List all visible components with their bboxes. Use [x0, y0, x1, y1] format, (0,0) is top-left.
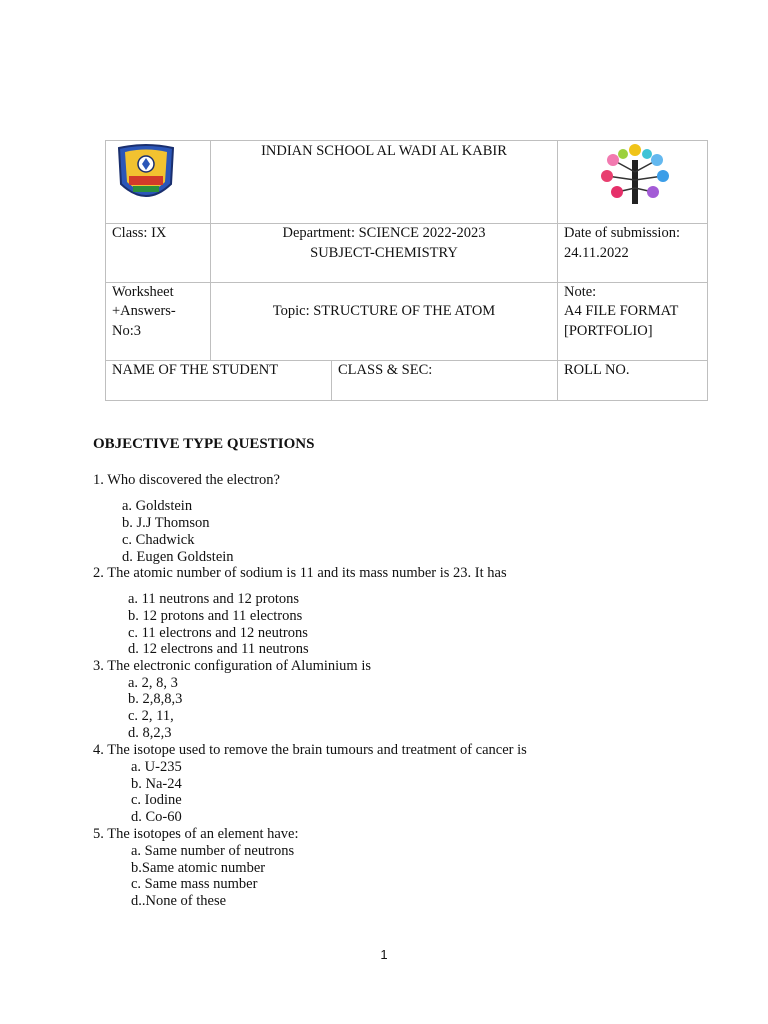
option-item: c. Chadwick [122, 532, 195, 548]
subject-line: SUBJECT-CHEMISTRY [310, 245, 458, 261]
class-label: Class: IX [112, 225, 167, 241]
option-item: a. 11 neutrons and 12 protons [128, 591, 300, 607]
option-item: a. U-235 [131, 759, 182, 775]
option-item: c. Iodine [131, 792, 182, 808]
page-number: 1 [380, 947, 388, 962]
worksheet-label: Worksheet [112, 284, 174, 300]
note-label: Note: [564, 284, 597, 300]
option-item: a. 2, 8, 3 [128, 675, 178, 691]
department-line: Department: SCIENCE 2022-2023 [282, 225, 486, 241]
option-item: d. 8,2,3 [128, 725, 172, 741]
worksheet-number: No:3 [112, 323, 141, 339]
school-name: INDIAN SCHOOL AL WADI AL KABIR [261, 143, 507, 159]
question-text: 3. The electronic configuration of Aluminium is [93, 658, 371, 674]
option-item: c. 11 electrons and 12 neutrons [128, 625, 308, 641]
option-item: b.Same atomic number [131, 860, 266, 876]
section-title: OBJECTIVE TYPE QUESTIONS [93, 436, 315, 452]
class-sec-label: CLASS & SEC: [338, 362, 433, 378]
submission-date: 24.11.2022 [564, 245, 629, 261]
topic-title: Topic: STRUCTURE OF THE ATOM [272, 303, 496, 319]
question-text: 5. The isotopes of an element have: [93, 826, 299, 842]
question-text: 4. The isotope used to remove the brain tumours and treatment of cancer is [93, 742, 527, 758]
option-item: c. Same mass number [131, 876, 258, 892]
option-item: b. Na-24 [131, 776, 182, 792]
option-item: d. Eugen Goldstein [122, 549, 234, 565]
option-item: d..None of these [131, 893, 227, 909]
question-text: 2. The atomic number of sodium is 11 and its mass number is 23. It has [93, 565, 507, 581]
option-item: a. Same number of neutrons [131, 843, 295, 859]
note-portfolio: [PORTFOLIO] [564, 323, 653, 339]
school-crest-logo [115, 142, 177, 208]
option-item: b. 12 protons and 11 electrons [128, 608, 303, 624]
submission-label: Date of submission: [564, 225, 680, 241]
worksheet-answers: +Answers- [112, 303, 176, 319]
tree-network-logo [597, 142, 673, 206]
option-item: d. Co-60 [131, 809, 182, 825]
option-item: d. 12 electrons and 11 neutrons [128, 641, 309, 657]
option-item: b. J.J Thomson [122, 515, 210, 531]
student-name-label: NAME OF THE STUDENT [112, 362, 279, 378]
question-text: 1. Who discovered the electron? [93, 472, 280, 488]
option-item: a. Goldstein [122, 498, 193, 514]
option-item: c. 2, 11, [128, 708, 174, 724]
option-item: b. 2,8,8,3 [128, 691, 183, 707]
note-format: A4 FILE FORMAT [564, 303, 679, 319]
roll-no-label: ROLL NO. [564, 362, 630, 378]
